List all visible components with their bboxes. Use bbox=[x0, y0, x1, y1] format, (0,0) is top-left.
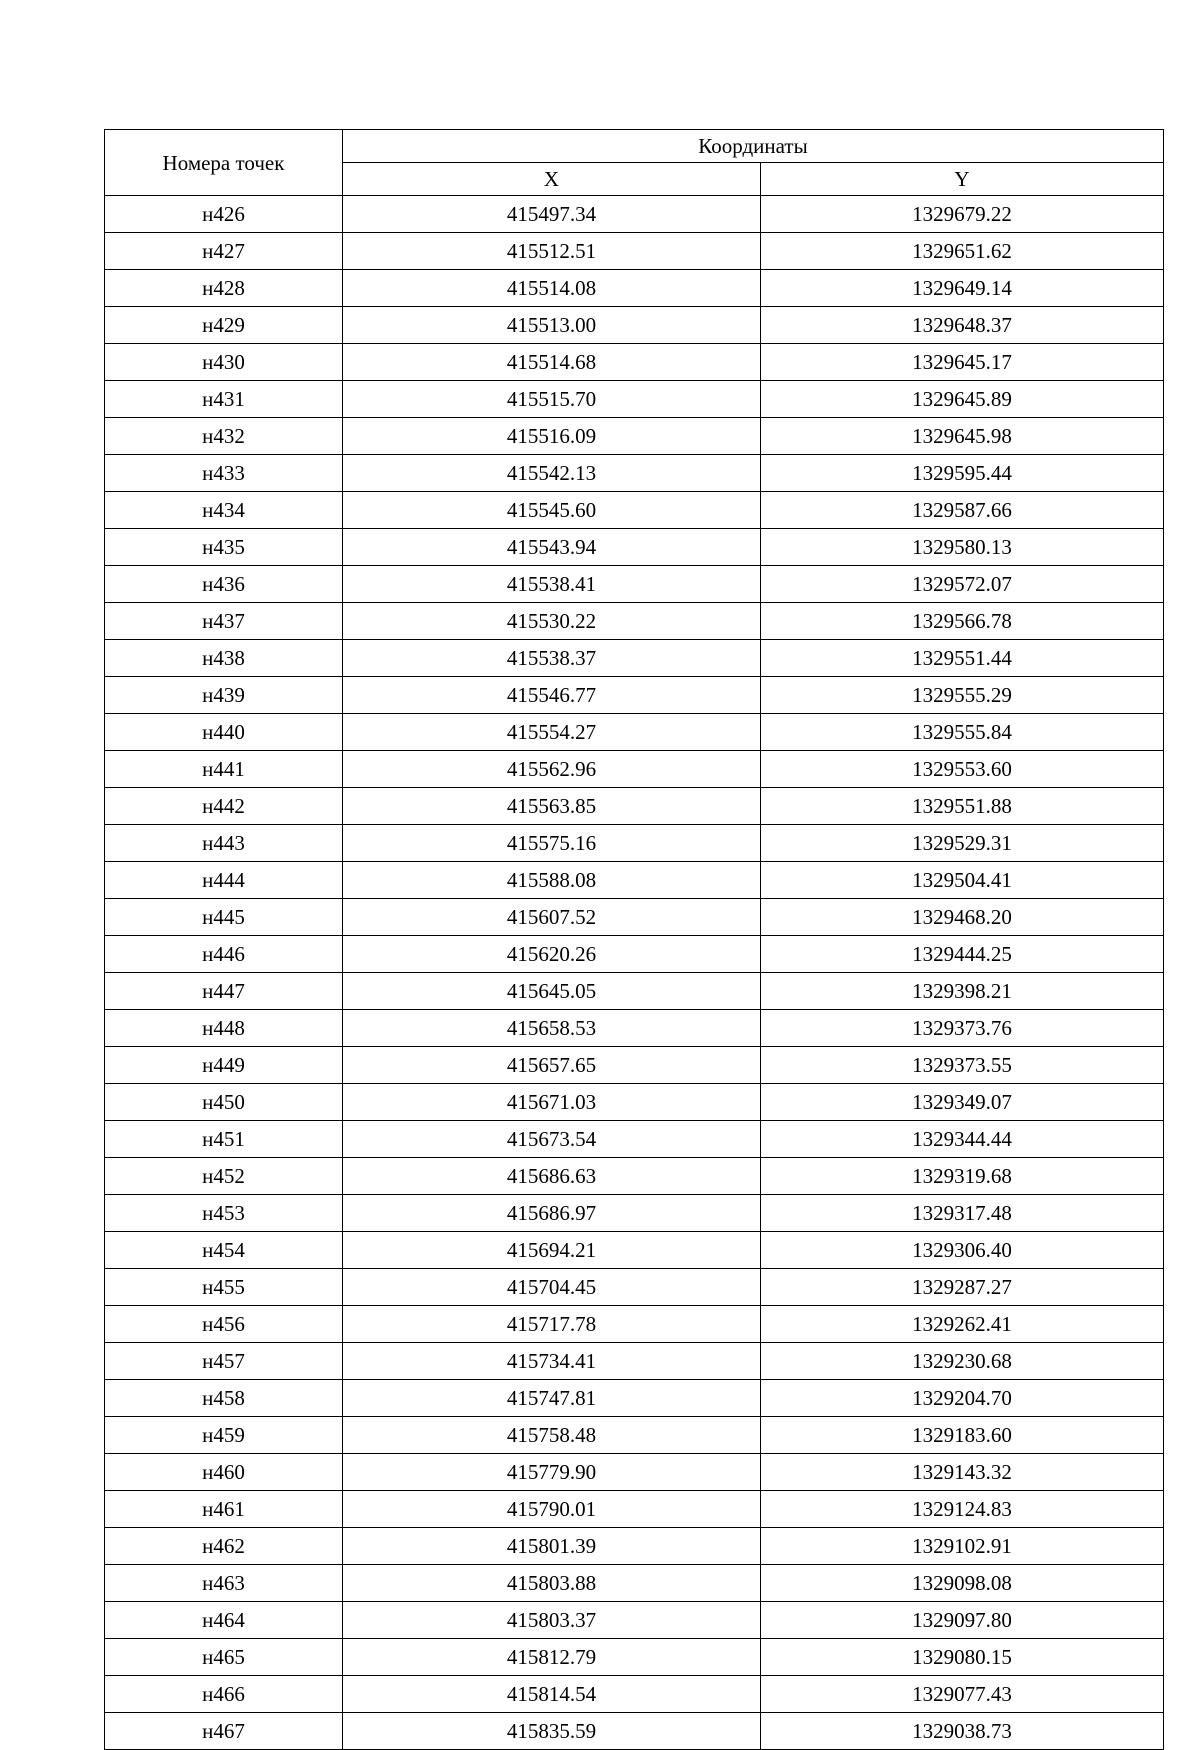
point-number-cell: н465 bbox=[105, 1639, 343, 1676]
point-number-cell: н467 bbox=[105, 1713, 343, 1750]
y-coordinate-cell: 1329645.89 bbox=[761, 381, 1164, 418]
y-coordinate-cell: 1329679.22 bbox=[761, 196, 1164, 233]
x-coordinate-cell: 415607.52 bbox=[343, 899, 761, 936]
table-row bbox=[105, 751, 1164, 788]
point-number-cell: н428 bbox=[105, 270, 343, 307]
y-coordinate-cell: 1329098.08 bbox=[761, 1565, 1164, 1602]
x-coordinate-cell: 415747.81 bbox=[343, 1380, 761, 1417]
x-coordinate-cell: 415562.96 bbox=[343, 751, 761, 788]
table-row bbox=[105, 714, 1164, 751]
table-row bbox=[105, 1417, 1164, 1454]
x-coordinate-cell: 415671.03 bbox=[343, 1084, 761, 1121]
table-row bbox=[105, 1047, 1164, 1084]
y-coordinate-cell: 1329649.14 bbox=[761, 270, 1164, 307]
y-coordinate-cell: 1329398.21 bbox=[761, 973, 1164, 1010]
point-number-cell: н440 bbox=[105, 714, 343, 751]
table-row bbox=[105, 1121, 1164, 1158]
table-row bbox=[105, 381, 1164, 418]
x-coordinate-cell: 415514.08 bbox=[343, 270, 761, 307]
x-coordinate-cell: 415835.59 bbox=[343, 1713, 761, 1750]
y-coordinate-cell: 1329551.88 bbox=[761, 788, 1164, 825]
table-row bbox=[105, 270, 1164, 307]
x-coordinate-cell: 415658.53 bbox=[343, 1010, 761, 1047]
table-row bbox=[105, 825, 1164, 862]
table-row bbox=[105, 677, 1164, 714]
coordinates-header: Координаты bbox=[343, 130, 1164, 163]
y-coordinate-cell: 1329468.20 bbox=[761, 899, 1164, 936]
y-coordinate-cell: 1329595.44 bbox=[761, 455, 1164, 492]
table-row bbox=[105, 1528, 1164, 1565]
point-numbers-header: Номера точек bbox=[105, 130, 343, 196]
y-coordinate-cell: 1329555.29 bbox=[761, 677, 1164, 714]
point-number-cell: н438 bbox=[105, 640, 343, 677]
table-row bbox=[105, 862, 1164, 899]
x-coordinate-cell: 415814.54 bbox=[343, 1676, 761, 1713]
point-number-cell: н442 bbox=[105, 788, 343, 825]
y-coordinate-cell: 1329317.48 bbox=[761, 1195, 1164, 1232]
table-row bbox=[105, 455, 1164, 492]
table-row bbox=[105, 418, 1164, 455]
y-coordinate-cell: 1329344.44 bbox=[761, 1121, 1164, 1158]
y-coordinate-cell: 1329504.41 bbox=[761, 862, 1164, 899]
point-number-cell: н435 bbox=[105, 529, 343, 566]
point-number-cell: н443 bbox=[105, 825, 343, 862]
table-row bbox=[105, 492, 1164, 529]
table-row bbox=[105, 1010, 1164, 1047]
table-row bbox=[105, 1565, 1164, 1602]
table-row bbox=[105, 566, 1164, 603]
table-row bbox=[105, 1602, 1164, 1639]
y-coordinate-cell: 1329580.13 bbox=[761, 529, 1164, 566]
point-number-cell: н439 bbox=[105, 677, 343, 714]
y-coordinate-cell: 1329553.60 bbox=[761, 751, 1164, 788]
x-coordinate-cell: 415645.05 bbox=[343, 973, 761, 1010]
point-number-cell: н441 bbox=[105, 751, 343, 788]
table-row bbox=[105, 1306, 1164, 1343]
table-row bbox=[105, 1713, 1164, 1750]
y-coordinate-cell: 1329038.73 bbox=[761, 1713, 1164, 1750]
y-coordinate-cell: 1329230.68 bbox=[761, 1343, 1164, 1380]
table-row bbox=[105, 344, 1164, 381]
point-number-cell: н448 bbox=[105, 1010, 343, 1047]
point-number-cell: н461 bbox=[105, 1491, 343, 1528]
y-coordinate-cell: 1329262.41 bbox=[761, 1306, 1164, 1343]
point-number-cell: н463 bbox=[105, 1565, 343, 1602]
table-row bbox=[105, 1195, 1164, 1232]
x-coordinate-cell: 415803.37 bbox=[343, 1602, 761, 1639]
table-row bbox=[105, 1380, 1164, 1417]
y-coordinate-cell: 1329645.17 bbox=[761, 344, 1164, 381]
table-row bbox=[105, 640, 1164, 677]
point-number-cell: н456 bbox=[105, 1306, 343, 1343]
x-coordinate-cell: 415530.22 bbox=[343, 603, 761, 640]
point-number-cell: н466 bbox=[105, 1676, 343, 1713]
y-coordinate-cell: 1329204.70 bbox=[761, 1380, 1164, 1417]
table-header bbox=[105, 130, 1164, 196]
point-number-cell: н431 bbox=[105, 381, 343, 418]
x-coordinate-cell: 415686.97 bbox=[343, 1195, 761, 1232]
x-coordinate-cell: 415516.09 bbox=[343, 418, 761, 455]
y-coordinate-cell: 1329077.43 bbox=[761, 1676, 1164, 1713]
y-coordinate-cell: 1329102.91 bbox=[761, 1528, 1164, 1565]
x-coordinate-cell: 415734.41 bbox=[343, 1343, 761, 1380]
point-number-cell: н450 bbox=[105, 1084, 343, 1121]
x-coordinate-cell: 415588.08 bbox=[343, 862, 761, 899]
x-coordinate-cell: 415812.79 bbox=[343, 1639, 761, 1676]
y-coordinate-cell: 1329572.07 bbox=[761, 566, 1164, 603]
x-coordinate-cell: 415657.65 bbox=[343, 1047, 761, 1084]
x-coordinate-cell: 415790.01 bbox=[343, 1491, 761, 1528]
x-coordinate-cell: 415694.21 bbox=[343, 1232, 761, 1269]
x-header: X bbox=[343, 163, 761, 196]
point-number-cell: н449 bbox=[105, 1047, 343, 1084]
x-coordinate-cell: 415563.85 bbox=[343, 788, 761, 825]
x-coordinate-cell: 415542.13 bbox=[343, 455, 761, 492]
y-coordinate-cell: 1329444.25 bbox=[761, 936, 1164, 973]
y-coordinate-cell: 1329143.32 bbox=[761, 1454, 1164, 1491]
point-number-cell: н447 bbox=[105, 973, 343, 1010]
table-row bbox=[105, 1676, 1164, 1713]
point-number-cell: н458 bbox=[105, 1380, 343, 1417]
y-coordinate-cell: 1329645.98 bbox=[761, 418, 1164, 455]
x-coordinate-cell: 415758.48 bbox=[343, 1417, 761, 1454]
y-coordinate-cell: 1329287.27 bbox=[761, 1269, 1164, 1306]
table-row bbox=[105, 1639, 1164, 1676]
point-number-cell: н446 bbox=[105, 936, 343, 973]
x-coordinate-cell: 415546.77 bbox=[343, 677, 761, 714]
table-row bbox=[105, 788, 1164, 825]
point-number-cell: н462 bbox=[105, 1528, 343, 1565]
table-row bbox=[105, 196, 1164, 233]
table-row bbox=[105, 973, 1164, 1010]
x-coordinate-cell: 415779.90 bbox=[343, 1454, 761, 1491]
header-row-1 bbox=[105, 130, 1164, 163]
point-number-cell: н453 bbox=[105, 1195, 343, 1232]
y-coordinate-cell: 1329124.83 bbox=[761, 1491, 1164, 1528]
x-coordinate-cell: 415497.34 bbox=[343, 196, 761, 233]
point-number-cell: н444 bbox=[105, 862, 343, 899]
x-coordinate-cell: 415673.54 bbox=[343, 1121, 761, 1158]
x-coordinate-cell: 415515.70 bbox=[343, 381, 761, 418]
x-coordinate-cell: 415538.41 bbox=[343, 566, 761, 603]
y-coordinate-cell: 1329587.66 bbox=[761, 492, 1164, 529]
table-body bbox=[105, 196, 1164, 1750]
y-coordinate-cell: 1329529.31 bbox=[761, 825, 1164, 862]
x-coordinate-cell: 415620.26 bbox=[343, 936, 761, 973]
y-coordinate-cell: 1329183.60 bbox=[761, 1417, 1164, 1454]
point-number-cell: н454 bbox=[105, 1232, 343, 1269]
x-coordinate-cell: 415538.37 bbox=[343, 640, 761, 677]
x-coordinate-cell: 415686.63 bbox=[343, 1158, 761, 1195]
table-row bbox=[105, 936, 1164, 973]
x-coordinate-cell: 415512.51 bbox=[343, 233, 761, 270]
point-number-cell: н445 bbox=[105, 899, 343, 936]
y-coordinate-cell: 1329555.84 bbox=[761, 714, 1164, 751]
y-coordinate-cell: 1329306.40 bbox=[761, 1232, 1164, 1269]
x-coordinate-cell: 415704.45 bbox=[343, 1269, 761, 1306]
y-coordinate-cell: 1329373.76 bbox=[761, 1010, 1164, 1047]
x-coordinate-cell: 415717.78 bbox=[343, 1306, 761, 1343]
table-row bbox=[105, 529, 1164, 566]
table-row bbox=[105, 603, 1164, 640]
table-row bbox=[105, 1269, 1164, 1306]
point-number-cell: н457 bbox=[105, 1343, 343, 1380]
y-coordinate-cell: 1329566.78 bbox=[761, 603, 1164, 640]
x-coordinate-cell: 415543.94 bbox=[343, 529, 761, 566]
point-number-cell: н436 bbox=[105, 566, 343, 603]
point-number-cell: н427 bbox=[105, 233, 343, 270]
x-coordinate-cell: 415554.27 bbox=[343, 714, 761, 751]
table-row bbox=[105, 1343, 1164, 1380]
table-row bbox=[105, 1232, 1164, 1269]
point-number-cell: н433 bbox=[105, 455, 343, 492]
y-coordinate-cell: 1329319.68 bbox=[761, 1158, 1164, 1195]
y-coordinate-cell: 1329373.55 bbox=[761, 1047, 1164, 1084]
y-header: Y bbox=[761, 163, 1164, 196]
y-coordinate-cell: 1329651.62 bbox=[761, 233, 1164, 270]
y-coordinate-cell: 1329349.07 bbox=[761, 1084, 1164, 1121]
table-row bbox=[105, 1491, 1164, 1528]
x-coordinate-cell: 415803.88 bbox=[343, 1565, 761, 1602]
point-number-cell: н432 bbox=[105, 418, 343, 455]
x-coordinate-cell: 415575.16 bbox=[343, 825, 761, 862]
coordinates-table bbox=[104, 129, 1164, 1750]
y-coordinate-cell: 1329097.80 bbox=[761, 1602, 1164, 1639]
x-coordinate-cell: 415801.39 bbox=[343, 1528, 761, 1565]
point-number-cell: н437 bbox=[105, 603, 343, 640]
x-coordinate-cell: 415514.68 bbox=[343, 344, 761, 381]
y-coordinate-cell: 1329551.44 bbox=[761, 640, 1164, 677]
table-row bbox=[105, 233, 1164, 270]
point-number-cell: н434 bbox=[105, 492, 343, 529]
table-row bbox=[105, 1454, 1164, 1491]
y-coordinate-cell: 1329648.37 bbox=[761, 307, 1164, 344]
point-number-cell: н429 bbox=[105, 307, 343, 344]
table-row bbox=[105, 899, 1164, 936]
point-number-cell: н455 bbox=[105, 1269, 343, 1306]
point-number-cell: н451 bbox=[105, 1121, 343, 1158]
x-coordinate-cell: 415513.00 bbox=[343, 307, 761, 344]
point-number-cell: н426 bbox=[105, 196, 343, 233]
point-number-cell: н459 bbox=[105, 1417, 343, 1454]
y-coordinate-cell: 1329080.15 bbox=[761, 1639, 1164, 1676]
point-number-cell: н460 bbox=[105, 1454, 343, 1491]
table-row bbox=[105, 1084, 1164, 1121]
point-number-cell: н464 bbox=[105, 1602, 343, 1639]
table-row bbox=[105, 1158, 1164, 1195]
point-number-cell: н430 bbox=[105, 344, 343, 381]
x-coordinate-cell: 415545.60 bbox=[343, 492, 761, 529]
point-number-cell: н452 bbox=[105, 1158, 343, 1195]
table-row bbox=[105, 307, 1164, 344]
